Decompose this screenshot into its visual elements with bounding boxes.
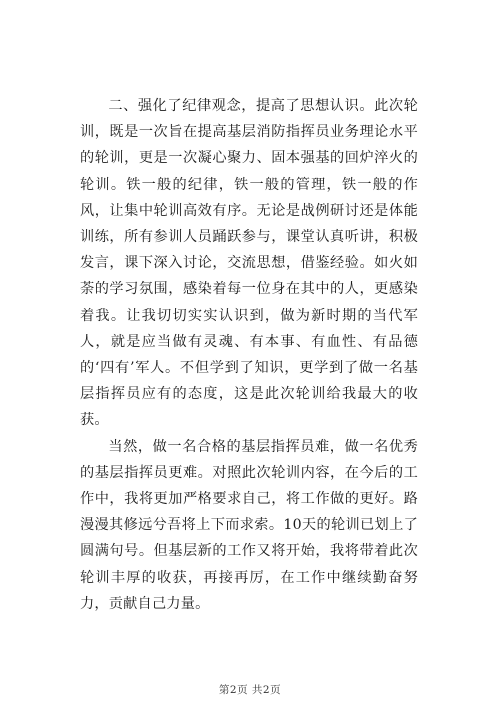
page-number-footer: 第2页 共2页	[218, 684, 282, 696]
paragraph-discipline: 二、强化了纪律观念，提高了思想认识。此次轮训，既是一次旨在提高基层消防指挥员业务理论水平的轮训，更是一次凝心聚力、固本强基的回炉淬火的轮训。铁一般的纪律，铁一般的管理，铁一般的作风，让集中轮训高效有序。无论是战例研讨还是体能训练，所有参训人员踊跃参与，课堂认真听讲，积极发言，课下深入讨论，交流思想，借鉴经验。如火如荼的学习氛围，感染着每一位身在其中的人，更感染着我。让我切切实实认识到，做为新时期的当代军人，就是应当做有灵魂、有本事、有血性、有品德的‘四有’军人。不但学到了知识，更学到了做一名基层指挥员应有的态度，这是此次轮训给我最大的收获。	[80, 98, 418, 429]
paragraph-conclusion: 当然，做一名合格的基层指挥员难，做一名优秀的基层指挥员更难。对照此次轮训内容，在今后的工作中，我将更加严格要求自己，将工作做的更好。路漫漫其修远兮吾将上下而求索。10天的轮训已划上了圆满句号。但基层新的工作又将开始，我将带着此次轮训丰厚的收获，再接再厉，在工作中继续勤奋努力，贡献自己力量。	[80, 438, 418, 612]
document-body	[80, 93, 418, 617]
